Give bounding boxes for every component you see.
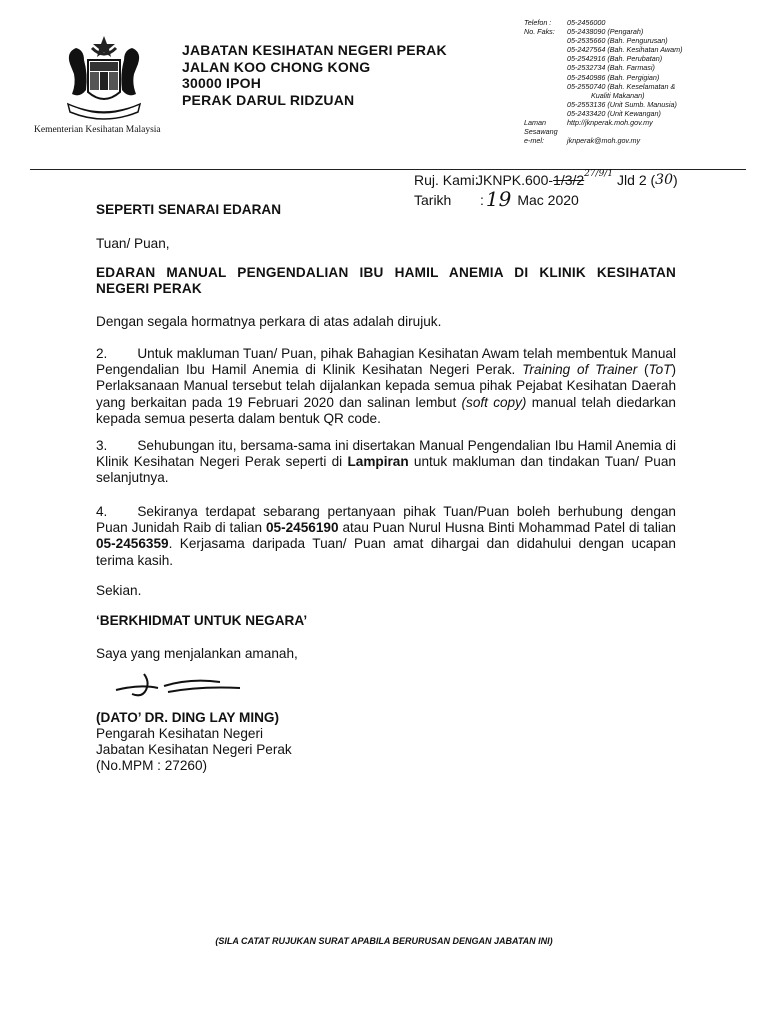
contact-row: [524, 45, 682, 54]
contact-value: 05-2535660 (Bah. Pengurusan): [567, 36, 668, 46]
contact-row: [524, 18, 682, 27]
org-line: JABATAN KESIHATAN NEGERI PERAK: [182, 42, 447, 58]
p3-text: Sehubungan itu, bersama-sama ini disertakan Manual Pengendalian Ibu Hamil Anemia di Klinik Kesihatan Negeri Perak seperti di: [96, 438, 676, 470]
p2-text: manual telah diedarkan kepada semua peserta dalam bentuk QR code.: [96, 394, 676, 426]
signature: [110, 668, 250, 702]
contact-value: 05-2433420 (Unit Kewangan): [567, 108, 661, 118]
contact-value: Kualiti Makanan): [591, 90, 645, 100]
p2-text: (: [637, 362, 649, 378]
reference-close: ): [673, 172, 678, 188]
opening-line: Dengan segala hormatnya perkara di atas adalah dirujuk.: [96, 314, 442, 329]
org-line: 30000 IPOH: [182, 75, 262, 91]
motto: ‘BERKHIDMAT UNTUK NEGARA’: [96, 613, 308, 628]
org-line: JALAN KOO CHONG KONG: [182, 58, 371, 75]
p3-text: untuk makluman dan tindakan Tuan/ Puan selanjutnya.: [96, 454, 676, 486]
salutation: Tuan/ Puan,: [96, 236, 170, 251]
contact-label: Sesawang: [524, 127, 558, 137]
contact-row: [524, 91, 682, 100]
sign-off: Saya yang menjalankan amanah,: [96, 646, 298, 661]
date-handwritten-day: 19: [485, 187, 512, 211]
contact-row: [524, 118, 682, 127]
contact-value: 05-2550740 (Bah. Keselamatan &: [567, 81, 676, 91]
contact-value: jknperak@moh.gov.my: [567, 136, 641, 146]
contact-label: [524, 109, 567, 118]
date-month-year: Mac 2020: [517, 192, 579, 208]
paragraph-3: [96, 438, 676, 487]
signatory-title: Pengarah Kesihatan Negeri: [96, 726, 264, 741]
coat-of-arms-icon: [62, 34, 146, 122]
contact-value: 05-2456000: [567, 18, 606, 27]
subject-heading: EDARAN MANUAL PENGENDALIAN IBU HAMIL ANEMIA DI KLINIK KESIHATAN NEGERI PERAK: [96, 265, 676, 297]
date-label: Tarikh: [414, 192, 452, 208]
contact-label: [524, 63, 567, 72]
contact-row: [524, 82, 682, 91]
contact-label: [524, 100, 567, 109]
p4-text: atau Puan Nurul Husna Binti Mohammad Patel di talian: [338, 520, 676, 536]
p2-italic: ToT: [648, 362, 672, 378]
contact-row: [524, 54, 682, 63]
paragraph-4: [96, 504, 676, 569]
contact-value: 05-2540986 (Bah. Pergigian): [567, 72, 660, 82]
reference-handwritten-correction: 27/9/1: [584, 169, 614, 179]
contact-label: [524, 91, 567, 100]
p2-text: Untuk makluman Tuan/ Puan, pihak Bahagian Kesihatan Awam telah membentuk Manual Pengendalian Ibu Hamil Anemia di Klinik Kesihatan Negeri Perak.: [96, 346, 676, 378]
contact-label: [524, 45, 567, 54]
signatory-mpm: (No.MPM : 27260): [96, 758, 208, 773]
org-line: PERAK DARUL RIDZUAN: [182, 91, 355, 108]
reference-number: [414, 169, 678, 192]
attachment-reference: Lampiran: [347, 454, 409, 470]
p4-text: Sekiranya terdapat sebarang pertanyaan pihak Tuan/Puan boleh berhubung dengan Puan Junidah Raib di talian: [96, 504, 676, 536]
recipient: SEPERTI SENARAI EDARAN: [96, 202, 282, 217]
reference-prefix: JKNPK.600-: [476, 172, 554, 188]
contact-label: [524, 54, 567, 63]
contact-label: Telefon :: [524, 18, 552, 27]
contact-value: 05-2438090 (Pengarah): [567, 27, 644, 37]
reference-struck: 1/3/2: [553, 172, 585, 188]
p2-italic: Training of Trainer: [522, 362, 638, 378]
contact-row: [524, 127, 682, 136]
paragraph-2: [96, 346, 676, 427]
paragraph-number: 4.: [96, 504, 108, 519]
contact-value: 05-2427564 (Bah. Kesihatan Awam): [567, 45, 683, 55]
contact-row: [524, 73, 682, 82]
closing: Sekian.: [96, 583, 142, 598]
contact-label: No. Faks:: [524, 27, 555, 37]
contact-value: http://jknperak.moh.gov.my: [567, 118, 653, 128]
contact-row: [524, 63, 682, 72]
contact-label: [524, 82, 567, 91]
header-divider: [30, 169, 746, 170]
contact-value: 05-2553136 (Unit Sumb. Manusia): [567, 99, 677, 109]
contact-row: [524, 36, 682, 45]
contact-value: 05-2532734 (Bah. Farmasi): [567, 63, 655, 73]
ministry-name: Kementerian Kesihatan Malaysia: [34, 125, 161, 135]
paragraph-number: 2.: [96, 346, 108, 361]
contact-row: [524, 100, 682, 109]
signatory-department: Jabatan Kesihatan Negeri Perak: [96, 742, 292, 757]
paragraph-number: 3.: [96, 438, 108, 453]
contact-row: [524, 109, 682, 118]
p4-text: . Kerjasama daripada Tuan/ Puan amat dihargai dan didahului dengan ucapan terima kasih.: [96, 536, 676, 568]
contact-row: [524, 27, 682, 36]
reference-handwritten-number: 30: [655, 172, 673, 188]
contact-label: [524, 73, 567, 82]
reference-suffix: Jld 2 (: [617, 172, 656, 188]
reference-label: Ruj. Kami:: [414, 172, 479, 188]
footer-note: (SILA CATAT RUJUKAN SURAT APABILA BERURUSAN DENGAN JABATAN INI): [215, 936, 553, 946]
contact-block: [524, 18, 682, 145]
p2-text: ) Perlaksanaan Manual tersebut telah dijalankan kepada semua pihak Pejabat Kesihatan Daerah yang berkaitan pada 19 Februari 2020 dan salinan lembut: [96, 362, 676, 410]
phone-number: 05-2456359: [96, 536, 169, 552]
contact-label: e-mel:: [524, 136, 544, 146]
signatory-name: (DATO’ DR. DING LAY MING): [96, 710, 280, 725]
contact-row: [524, 136, 682, 145]
p2-italic: (soft copy): [461, 394, 527, 410]
contact-label: Laman: [524, 118, 546, 128]
contact-label: [524, 36, 567, 45]
contact-value: 05-2542916 (Bah. Perubatan): [567, 54, 663, 64]
organisation-address: [182, 42, 447, 108]
phone-number: 05-2456190: [265, 520, 339, 536]
date-colon: :: [480, 192, 484, 208]
